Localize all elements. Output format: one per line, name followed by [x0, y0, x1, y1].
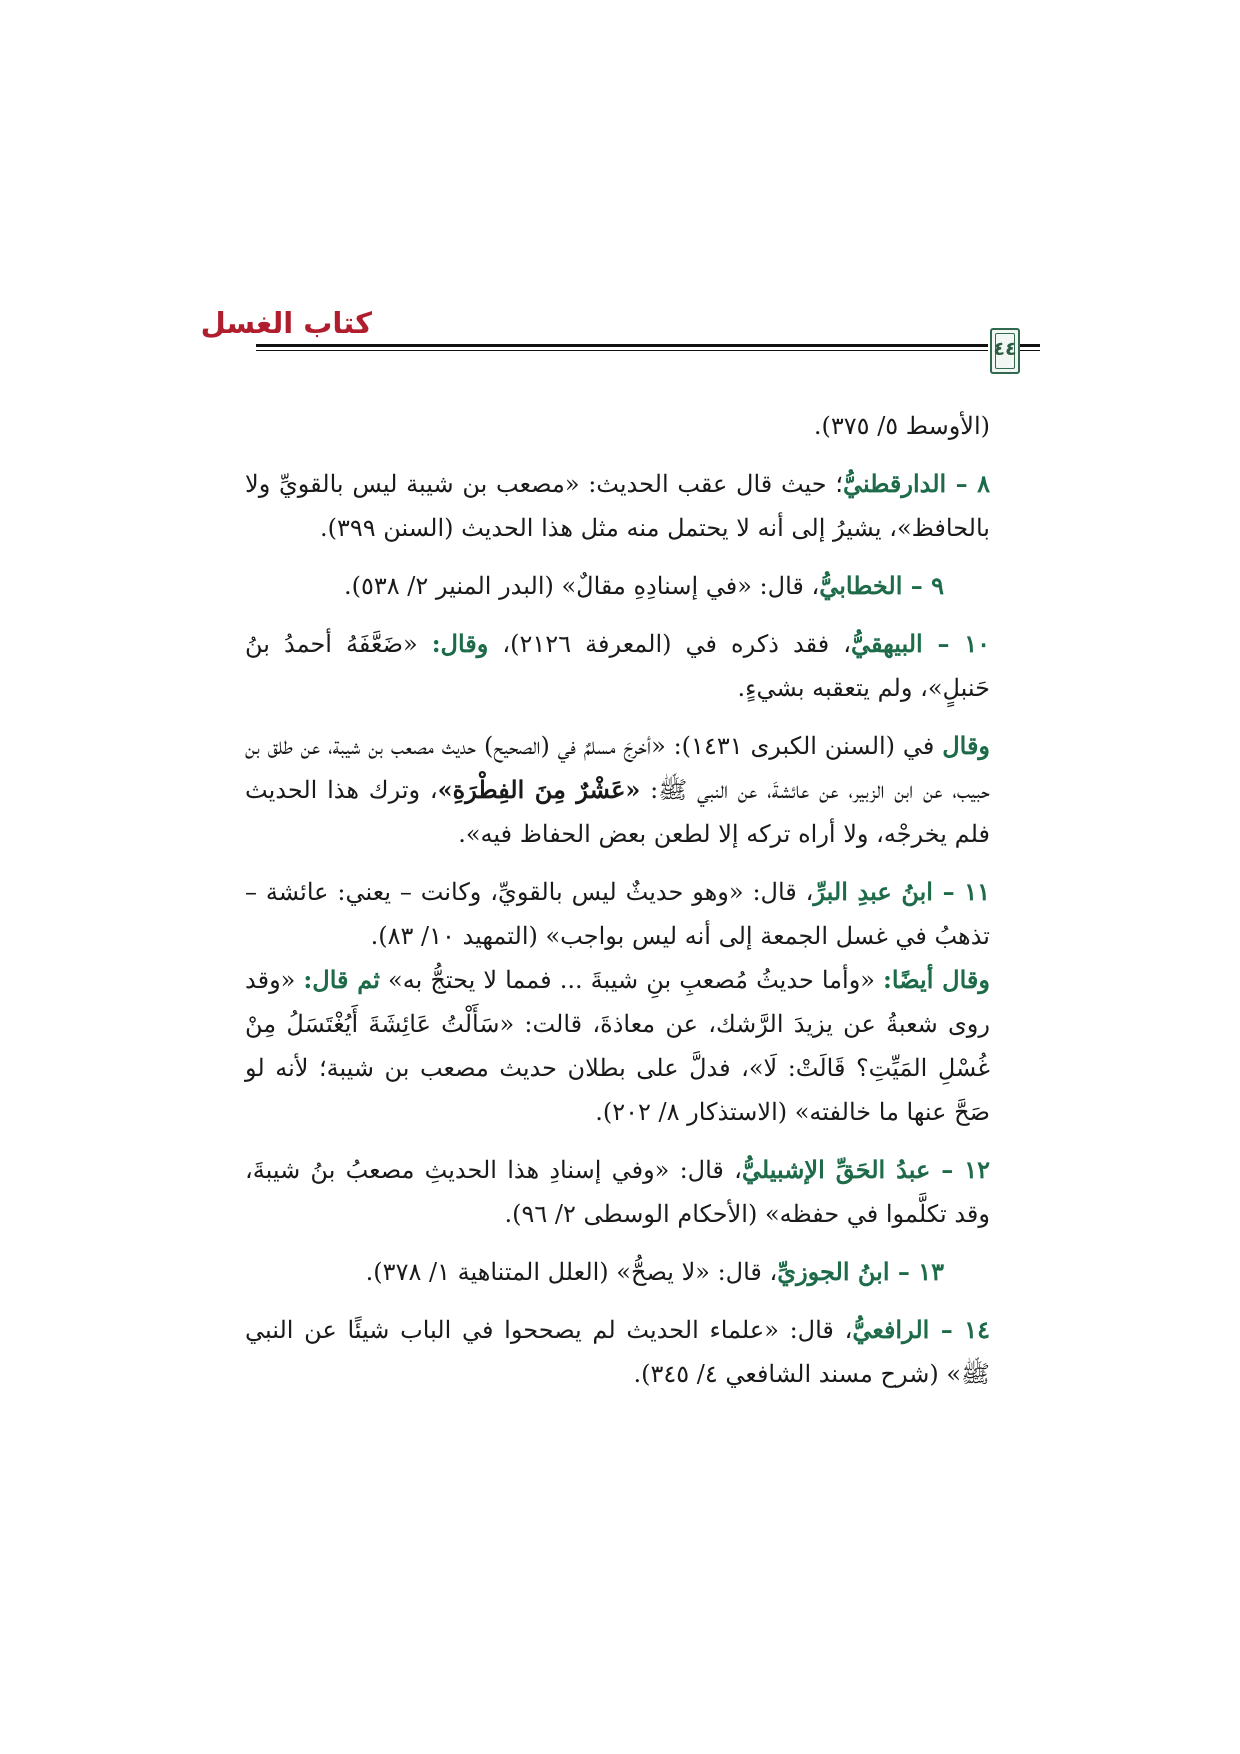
- paragraph-13: [245, 1250, 990, 1294]
- entry-number: ١٤ –: [929, 1315, 990, 1344]
- scholar-name: الرافعيُّ: [852, 1315, 930, 1344]
- page-body: [245, 404, 990, 1410]
- page-number-frame: [990, 328, 1020, 374]
- qal-marker: وقال: [942, 731, 991, 760]
- page-number: ٤٤: [993, 338, 1017, 360]
- paragraph-awsat-ref: [245, 404, 990, 448]
- paragraph-text-cont: ، وترك هذا الحديث فلم يخرجْه، ولا أراه تركه إلا لطعن بعض الحفاظ فيه».: [245, 776, 990, 848]
- running-title: كتاب الغسل: [200, 306, 372, 340]
- entry-number: ٨ –: [946, 469, 990, 498]
- page-header: [0, 300, 1240, 390]
- qal-marker: وقال أيضًا:: [883, 965, 990, 994]
- header-rule-thick: [256, 344, 988, 347]
- paragraph-text: ، قال: «وهو حديثٌ ليس بالقويِّ، وكانت – يعني: عائشة – تذهبُ في غسل الجمعة إلى أنه ليس بواجب» (التمهيد ١٠/ ٨٣).: [245, 878, 990, 950]
- paragraph-text: (الأوسط ٥/ ٣٧٥).: [813, 412, 990, 440]
- paragraph-text: ، قال: «لا يصحُّ» (العلل المتناهية ١/ ٣٧٨).: [365, 1258, 778, 1286]
- qal-marker-then: ثم قال:: [303, 965, 380, 994]
- paragraph-text: ، قال: «في إسنادِهِ مقالٌ» (البدر المنير ٢/ ٥٣٨).: [343, 572, 820, 600]
- entry-number: ١٣ –: [889, 1257, 944, 1286]
- paragraph-text: ، قال: «وفي إسنادِ هذا الحديثِ مصعبُ بنُ شيبةَ، وقد تكلَّموا في حفظه» (الأحكام الوسطى ٢/ ٩٦).: [245, 1156, 990, 1228]
- scholar-name: ابنُ الجوزيِّ: [777, 1257, 890, 1286]
- paragraph-14: [245, 1308, 990, 1396]
- paragraph-8: [245, 462, 990, 550]
- entry-number: ١١ –: [932, 877, 991, 906]
- paragraph-text: ، فقد ذكره في (المعرفة ٢١٢٦)،: [488, 630, 852, 658]
- paragraph-9: [245, 564, 990, 608]
- header-rule-stub-thin: [1018, 350, 1040, 351]
- header-rule-thin: [256, 350, 988, 351]
- hadith-quote: «عَشْرٌ مِنَ الفِطْرَةِ»: [437, 775, 641, 804]
- paragraph-text: في (السنن الكبرى ١٤٣١): «أخرجَ مسلمٌ في (الصحيح) حديث مصعب بن شيبة، عن طلق بن حبيب، عن ابن الزبير، عن عائشةَ، عن النبي ﷺ:: [245, 732, 990, 804]
- paragraph-12: [245, 1148, 990, 1236]
- entry-number: ١٠ –: [922, 629, 990, 658]
- paragraph-text-cont: «ضَعَّفَهُ أحمدُ بنُ حَنبلٍ»، ولم يتعقبه بشيءٍ.: [245, 630, 990, 702]
- scholar-name: عبدُ الحَقِّ الإشبيليُّ: [741, 1155, 931, 1184]
- header-rule-stub-thick: [1018, 344, 1040, 347]
- paragraph-text: «وأما حديثُ مُصعبِ بنِ شيبةَ ... فمما لا يحتجُّ به»: [379, 966, 884, 994]
- entry-number: ٩ –: [902, 571, 944, 600]
- scholar-name: البيهقيُّ: [851, 629, 923, 658]
- paragraph-10-sunan: [245, 724, 990, 856]
- paragraph-10: [245, 622, 990, 710]
- paragraph-11: [245, 870, 990, 1134]
- paragraph-text-cont: «وقد روى شعبةُ عن يزيدَ الرَّشك، عن معاذةَ، قالت: «سَأَلْتُ عَائِشَةَ أَيُغْتَسَلُ مِنْ غُسْلِ المَيِّتِ؟ قَالَتْ: لَا»، فدلَّ على بطلان حديث مصعب بن شيبة؛ لأنه لو صَحَّ عنها ما خالفته» (الاستذكار ٨/ ٢٠٢).: [245, 966, 990, 1126]
- qal-marker: وقال:: [431, 629, 489, 658]
- scholar-name: ابنُ عبدِ البرِّ: [813, 877, 933, 906]
- paragraph-text: ؛ حيث قال عقب الحديث: «مصعب بن شيبة ليس بالقويِّ ولا بالحافظ»، يشيرُ إلى أنه لا يحتمل منه مثل هذا الحديث (السنن ٣٩٩).: [245, 470, 990, 542]
- entry-number: ١٢ –: [930, 1155, 990, 1184]
- scholar-name: الخطابيُّ: [819, 571, 903, 600]
- scholar-name: الدارقطنيُّ: [842, 469, 947, 498]
- paragraph-text: ، قال: «علماء الحديث لم يصححوا في الباب شيئًا عن النبي ﷺ» (شرح مسند الشافعي ٤/ ٣٤٥).: [245, 1316, 990, 1388]
